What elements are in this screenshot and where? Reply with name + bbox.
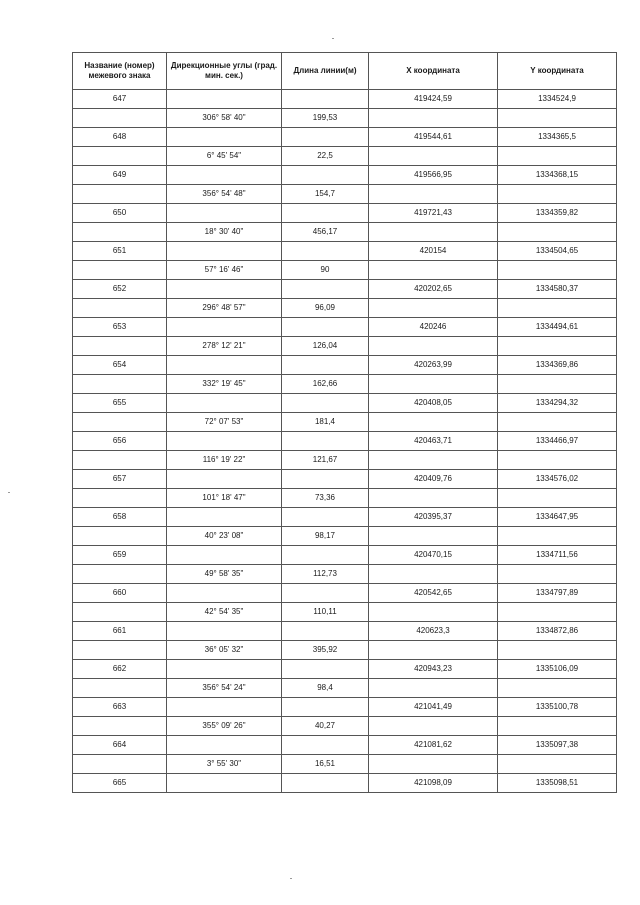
- table-row: [73, 185, 617, 204]
- cell-marker-name: 648: [73, 128, 167, 147]
- cell-marker-name: 652: [73, 280, 167, 299]
- cell-bearing: 18° 30' 40": [167, 223, 282, 242]
- cell-x-coordinate: [369, 451, 498, 470]
- cell-x-coordinate: 419721,43: [369, 204, 498, 223]
- cell-marker-name: [73, 413, 167, 432]
- table-row: [73, 299, 617, 318]
- scan-speck: [332, 38, 334, 39]
- cell-y-coordinate: [498, 755, 617, 774]
- cell-x-coordinate: [369, 375, 498, 394]
- cell-line-length: [282, 204, 369, 223]
- table-row: [73, 622, 617, 641]
- table-row: [73, 147, 617, 166]
- cell-bearing: [167, 166, 282, 185]
- cell-x-coordinate: 421081,62: [369, 736, 498, 755]
- cell-bearing: [167, 280, 282, 299]
- cell-x-coordinate: [369, 261, 498, 280]
- cell-line-length: [282, 584, 369, 603]
- cell-bearing: 356° 54' 48": [167, 185, 282, 204]
- cell-y-coordinate: [498, 147, 617, 166]
- cell-marker-name: [73, 565, 167, 584]
- cell-y-coordinate: [498, 489, 617, 508]
- cell-marker-name: [73, 717, 167, 736]
- cell-marker-name: [73, 641, 167, 660]
- cell-bearing: 101° 18' 47": [167, 489, 282, 508]
- cell-y-coordinate: [498, 109, 617, 128]
- cell-bearing: [167, 204, 282, 223]
- table-row: [73, 736, 617, 755]
- cell-bearing: [167, 356, 282, 375]
- table-row: [73, 755, 617, 774]
- cell-y-coordinate: [498, 527, 617, 546]
- cell-x-coordinate: [369, 565, 498, 584]
- table-row: [73, 90, 617, 109]
- cell-bearing: 278° 12' 21": [167, 337, 282, 356]
- table-row: [73, 451, 617, 470]
- table-row: [73, 204, 617, 223]
- header-bearing: Дирекционные углы (град. мин. сек.): [167, 53, 282, 90]
- cell-bearing: 57° 16' 46": [167, 261, 282, 280]
- cell-line-length: 22,5: [282, 147, 369, 166]
- cell-bearing: [167, 394, 282, 413]
- cell-y-coordinate: 1334711,56: [498, 546, 617, 565]
- table-row: [73, 223, 617, 242]
- cell-x-coordinate: 420202,65: [369, 280, 498, 299]
- header-x-coordinate: X координата: [369, 53, 498, 90]
- cell-line-length: [282, 166, 369, 185]
- cell-line-length: [282, 470, 369, 489]
- scan-speck: [290, 878, 292, 879]
- cell-bearing: 42° 54' 35": [167, 603, 282, 622]
- cell-line-length: 73,36: [282, 489, 369, 508]
- cell-line-length: 110,11: [282, 603, 369, 622]
- table-row: [73, 375, 617, 394]
- cell-bearing: [167, 698, 282, 717]
- cell-marker-name: 658: [73, 508, 167, 527]
- cell-line-length: [282, 242, 369, 261]
- cell-y-coordinate: 1334466,97: [498, 432, 617, 451]
- cell-y-coordinate: 1334365,5: [498, 128, 617, 147]
- cell-line-length: 98,4: [282, 679, 369, 698]
- cell-y-coordinate: 1335098,51: [498, 774, 617, 793]
- cell-y-coordinate: [498, 679, 617, 698]
- cell-y-coordinate: [498, 375, 617, 394]
- cell-marker-name: [73, 337, 167, 356]
- cell-x-coordinate: [369, 717, 498, 736]
- cell-line-length: [282, 394, 369, 413]
- cell-bearing: [167, 90, 282, 109]
- cell-bearing: 3° 55' 30": [167, 755, 282, 774]
- cell-line-length: 181,4: [282, 413, 369, 432]
- cell-line-length: 199,53: [282, 109, 369, 128]
- cell-line-length: [282, 508, 369, 527]
- table-row: [73, 717, 617, 736]
- cell-marker-name: 649: [73, 166, 167, 185]
- cell-line-length: 456,17: [282, 223, 369, 242]
- cell-line-length: 126,04: [282, 337, 369, 356]
- table-row: [73, 432, 617, 451]
- cell-y-coordinate: [498, 337, 617, 356]
- cell-marker-name: 653: [73, 318, 167, 337]
- table-row: [73, 242, 617, 261]
- table-row: [73, 261, 617, 280]
- cell-marker-name: [73, 489, 167, 508]
- cell-x-coordinate: [369, 147, 498, 166]
- cell-x-coordinate: 421098,09: [369, 774, 498, 793]
- cell-line-length: 16,51: [282, 755, 369, 774]
- cell-bearing: [167, 128, 282, 147]
- cell-y-coordinate: [498, 451, 617, 470]
- cell-x-coordinate: 420943,23: [369, 660, 498, 679]
- cell-marker-name: 651: [73, 242, 167, 261]
- table-row: [73, 527, 617, 546]
- cell-line-length: [282, 774, 369, 793]
- table-row: [73, 280, 617, 299]
- cell-y-coordinate: [498, 565, 617, 584]
- cell-bearing: 6° 45' 54": [167, 147, 282, 166]
- cell-line-length: 90: [282, 261, 369, 280]
- cell-bearing: 296° 48' 57": [167, 299, 282, 318]
- table-row: [73, 318, 617, 337]
- cell-x-coordinate: [369, 527, 498, 546]
- cell-bearing: [167, 546, 282, 565]
- cell-y-coordinate: [498, 299, 617, 318]
- cell-line-length: [282, 736, 369, 755]
- cell-marker-name: 657: [73, 470, 167, 489]
- cell-bearing: 356° 54' 24": [167, 679, 282, 698]
- cell-bearing: [167, 622, 282, 641]
- cell-bearing: 49° 58' 35": [167, 565, 282, 584]
- cell-bearing: [167, 242, 282, 261]
- header-y-coordinate: Y координата: [498, 53, 617, 90]
- cell-x-coordinate: [369, 413, 498, 432]
- cell-y-coordinate: [498, 641, 617, 660]
- cell-x-coordinate: 420542,65: [369, 584, 498, 603]
- table-header-row: [73, 53, 617, 90]
- cell-y-coordinate: 1334504,65: [498, 242, 617, 261]
- cell-x-coordinate: [369, 603, 498, 622]
- cell-marker-name: 654: [73, 356, 167, 375]
- cell-y-coordinate: 1334368,15: [498, 166, 617, 185]
- cell-bearing: [167, 508, 282, 527]
- cell-marker-name: 661: [73, 622, 167, 641]
- cell-bearing: [167, 432, 282, 451]
- cell-y-coordinate: [498, 717, 617, 736]
- cell-y-coordinate: 1334580,37: [498, 280, 617, 299]
- table-row: [73, 166, 617, 185]
- cell-line-length: 154,7: [282, 185, 369, 204]
- cell-y-coordinate: 1334797,89: [498, 584, 617, 603]
- cell-x-coordinate: [369, 337, 498, 356]
- cell-line-length: 395,92: [282, 641, 369, 660]
- cell-line-length: 121,67: [282, 451, 369, 470]
- cell-marker-name: [73, 603, 167, 622]
- cell-marker-name: [73, 451, 167, 470]
- cell-y-coordinate: 1334524,9: [498, 90, 617, 109]
- table-row: [73, 470, 617, 489]
- cell-marker-name: 659: [73, 546, 167, 565]
- cell-y-coordinate: [498, 185, 617, 204]
- cell-bearing: 40° 23' 08": [167, 527, 282, 546]
- cell-bearing: 72° 07' 53": [167, 413, 282, 432]
- cell-y-coordinate: 1334576,02: [498, 470, 617, 489]
- cell-marker-name: 647: [73, 90, 167, 109]
- cell-bearing: [167, 470, 282, 489]
- cell-x-coordinate: 420246: [369, 318, 498, 337]
- cell-marker-name: [73, 223, 167, 242]
- cell-x-coordinate: 420470,15: [369, 546, 498, 565]
- boundary-coordinates-table: [72, 52, 617, 793]
- cell-x-coordinate: [369, 299, 498, 318]
- table-row: [73, 565, 617, 584]
- cell-y-coordinate: 1334647,95: [498, 508, 617, 527]
- cell-marker-name: 656: [73, 432, 167, 451]
- table-row: [73, 698, 617, 717]
- cell-x-coordinate: 420623,3: [369, 622, 498, 641]
- table-row: [73, 546, 617, 565]
- cell-bearing: 306° 58' 40": [167, 109, 282, 128]
- cell-y-coordinate: [498, 603, 617, 622]
- table-row: [73, 394, 617, 413]
- cell-marker-name: [73, 109, 167, 128]
- cell-x-coordinate: 420409,76: [369, 470, 498, 489]
- cell-x-coordinate: [369, 223, 498, 242]
- table-row: [73, 584, 617, 603]
- cell-x-coordinate: [369, 755, 498, 774]
- cell-line-length: 98,17: [282, 527, 369, 546]
- cell-line-length: [282, 90, 369, 109]
- cell-marker-name: [73, 755, 167, 774]
- cell-bearing: [167, 736, 282, 755]
- table-row: [73, 356, 617, 375]
- cell-bearing: [167, 660, 282, 679]
- cell-line-length: [282, 432, 369, 451]
- header-marker-name: Название (номер) межевого знака: [73, 53, 167, 90]
- table-row: [73, 660, 617, 679]
- cell-y-coordinate: 1334294,32: [498, 394, 617, 413]
- header-line-length: Длина линии(м): [282, 53, 369, 90]
- table-row: [73, 337, 617, 356]
- cell-line-length: [282, 318, 369, 337]
- cell-y-coordinate: 1334359,82: [498, 204, 617, 223]
- cell-marker-name: 664: [73, 736, 167, 755]
- cell-x-coordinate: 419566,95: [369, 166, 498, 185]
- table-row: [73, 603, 617, 622]
- table-row: [73, 489, 617, 508]
- table-row: [73, 128, 617, 147]
- scan-speck: [8, 492, 10, 493]
- cell-marker-name: [73, 375, 167, 394]
- table-row: [73, 508, 617, 527]
- cell-bearing: 36° 05' 32": [167, 641, 282, 660]
- table-row: [73, 109, 617, 128]
- cell-line-length: [282, 546, 369, 565]
- cell-x-coordinate: 420154: [369, 242, 498, 261]
- table-row: [73, 413, 617, 432]
- cell-line-length: [282, 280, 369, 299]
- cell-x-coordinate: 421041,49: [369, 698, 498, 717]
- cell-y-coordinate: 1334494,61: [498, 318, 617, 337]
- cell-line-length: [282, 128, 369, 147]
- cell-y-coordinate: 1334872,86: [498, 622, 617, 641]
- cell-marker-name: 662: [73, 660, 167, 679]
- cell-x-coordinate: 420463,71: [369, 432, 498, 451]
- cell-marker-name: [73, 185, 167, 204]
- cell-bearing: 355° 09' 26": [167, 717, 282, 736]
- cell-y-coordinate: 1335097,38: [498, 736, 617, 755]
- cell-marker-name: 650: [73, 204, 167, 223]
- cell-marker-name: 665: [73, 774, 167, 793]
- cell-x-coordinate: 420408,05: [369, 394, 498, 413]
- cell-x-coordinate: 420263,99: [369, 356, 498, 375]
- cell-marker-name: [73, 299, 167, 318]
- cell-y-coordinate: 1335100,78: [498, 698, 617, 717]
- cell-line-length: [282, 356, 369, 375]
- cell-line-length: 96,09: [282, 299, 369, 318]
- table-body: [73, 90, 617, 793]
- cell-line-length: 40,27: [282, 717, 369, 736]
- cell-x-coordinate: [369, 185, 498, 204]
- cell-x-coordinate: [369, 641, 498, 660]
- cell-line-length: [282, 622, 369, 641]
- cell-bearing: 116° 19' 22": [167, 451, 282, 470]
- cell-bearing: [167, 774, 282, 793]
- cell-x-coordinate: [369, 679, 498, 698]
- cell-line-length: 112,73: [282, 565, 369, 584]
- cell-x-coordinate: 420395,37: [369, 508, 498, 527]
- cell-line-length: [282, 660, 369, 679]
- cell-marker-name: 655: [73, 394, 167, 413]
- cell-line-length: [282, 698, 369, 717]
- cell-bearing: 332° 19' 45": [167, 375, 282, 394]
- cell-y-coordinate: [498, 223, 617, 242]
- cell-marker-name: [73, 261, 167, 280]
- cell-y-coordinate: [498, 413, 617, 432]
- cell-y-coordinate: [498, 261, 617, 280]
- cell-marker-name: [73, 527, 167, 546]
- cell-marker-name: 660: [73, 584, 167, 603]
- cell-x-coordinate: 419544,61: [369, 128, 498, 147]
- cell-y-coordinate: 1334369,86: [498, 356, 617, 375]
- cell-y-coordinate: 1335106,09: [498, 660, 617, 679]
- cell-marker-name: [73, 147, 167, 166]
- cell-bearing: [167, 318, 282, 337]
- cell-bearing: [167, 584, 282, 603]
- table-row: [73, 679, 617, 698]
- cell-x-coordinate: [369, 489, 498, 508]
- table-row: [73, 774, 617, 793]
- cell-x-coordinate: [369, 109, 498, 128]
- cell-line-length: 162,66: [282, 375, 369, 394]
- cell-marker-name: [73, 679, 167, 698]
- table-row: [73, 641, 617, 660]
- cell-x-coordinate: 419424,59: [369, 90, 498, 109]
- cell-marker-name: 663: [73, 698, 167, 717]
